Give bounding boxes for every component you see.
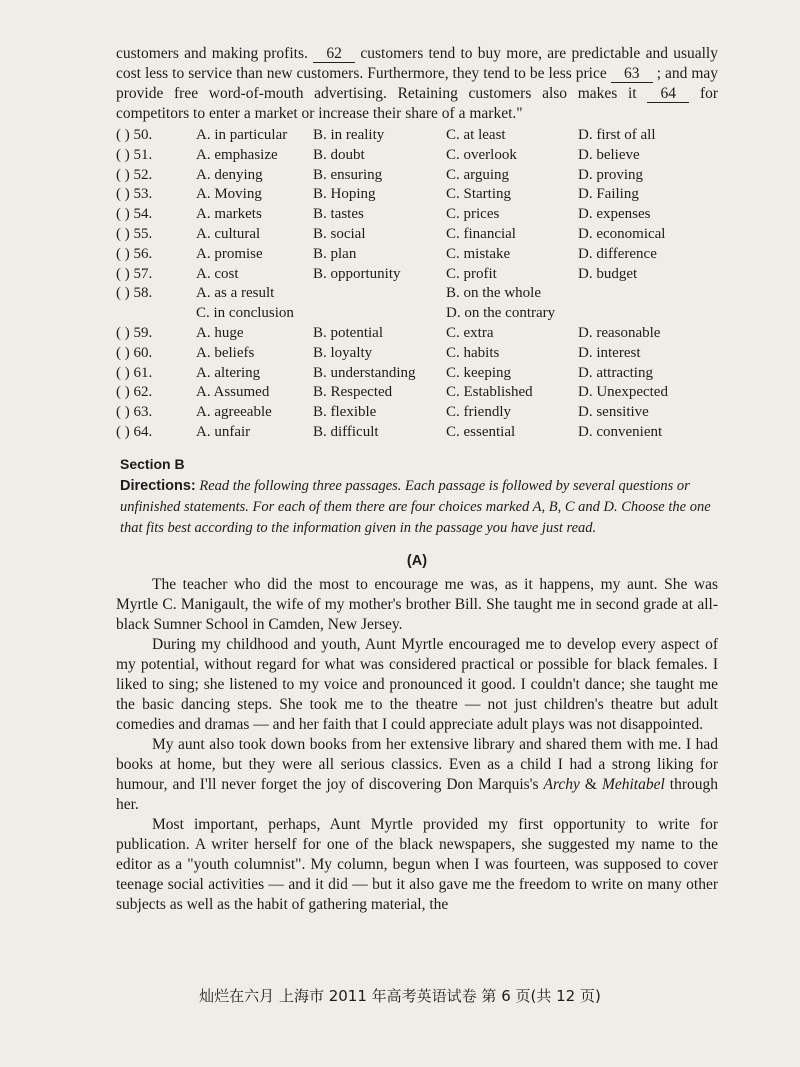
option-a: A. agreeable [196, 404, 272, 421]
option-a: A. cultural [196, 225, 261, 242]
passage-text: customers tend to buy more, are predictable and [360, 45, 668, 62]
option-b: B. understanding [313, 364, 416, 381]
option-b: B. in reality [313, 127, 385, 143]
option-b: B. Respected [313, 384, 393, 401]
passage-text: also makes it [542, 85, 637, 102]
question-number: ( ) 56. [116, 245, 153, 262]
option-c: C. prices [446, 206, 500, 223]
option-a: A. unfair [196, 423, 251, 440]
question-number: ( ) 63. [116, 404, 153, 421]
question-number: ( ) 50. [116, 127, 153, 143]
paragraph: During my childhood and youth, Aunt Myrtle encouraged me to develop every aspect of my potential, without regard for what was considered practical or possible for black females. I liked to sing; she listened to my voice and pronounced it good. I couldn't dance; she taught me the basic dancing steps. She took me to the theatre — not just children's theatre but adult comedies and dramas — and her faith that I could appreciate adult plays was not disappointed. [116, 635, 718, 733]
option-a: A. markets [196, 206, 262, 223]
option-d: D. on the contrary [446, 305, 556, 322]
option-b: B. tastes [313, 206, 364, 223]
option-d: D. convenient [578, 423, 663, 440]
paragraph [116, 735, 718, 815]
option-d: D. reasonable [578, 324, 661, 341]
option-d: D. believe [578, 146, 640, 163]
passage-text: for competitors to enter a market or increase their share of a [116, 85, 719, 122]
question-number: ( ) 57. [116, 265, 153, 282]
paragraph: The teacher who did the most to encourage me was, as it happens, my aunt. She was Myrtle C. Manigault, the wife of my mother's brother Bill. She taught me in second grade at all-black Sumner School in Camden, New Jersey. [116, 575, 718, 633]
section-heading: Section B [120, 455, 185, 472]
question-number: ( ) 55. [116, 225, 153, 242]
passage-text: customers and making profits. [116, 45, 308, 62]
option-a: A. Assumed [196, 384, 270, 401]
option-d: D. budget [578, 265, 638, 282]
option-c: C. friendly [446, 404, 511, 421]
question-row [116, 384, 718, 404]
question-number: ( ) 58. [116, 285, 153, 302]
question-number: ( ) 60. [116, 344, 153, 361]
option-d: D. first of all [578, 127, 656, 143]
question-row [116, 266, 718, 286]
cloze-passage-ending [116, 44, 718, 124]
paragraph: Most important, perhaps, Aunt Myrtle provided my first opportunity to write for publication. A writer herself for one of the black newspapers, she suggested my name to the editor as a "youth columnist". My column, begun when I was fourteen, was supposed to cover teenage social activities — and it did — but it also gave me the freedom to write on many other subjects as well as the habit of gathering material, the [116, 815, 718, 913]
option-c: C. essential [446, 423, 516, 440]
directions-text: Read the following three passages. Each passage is followed by several questions or unfinished statements. For each of them there are four choices marked A, B, C and D. Choose the one that fits best according to the information given in the passage you have just read. [120, 477, 711, 536]
page-footer: 灿烂在六月 上海市 2011 年高考英语试卷 第 6 页(共 12 页) [199, 987, 601, 1005]
blank-62: 62 [313, 46, 355, 63]
option-a: A. cost [196, 265, 239, 282]
option-c: C. overlook [446, 146, 517, 163]
option-c: C. at least [446, 127, 506, 143]
option-c: C. financial [446, 225, 516, 242]
question-number: ( ) 64. [116, 423, 153, 440]
paragraph-text: My aunt also took down books from her extensive library and shared them with me. I had books at home, but they were all serious classics. Even as a child I had a strong liking for humour, and I'll never forget the joy of discovering Don Marquis's [116, 735, 718, 793]
passage-a [116, 575, 718, 915]
option-b: B. plan [313, 245, 357, 262]
option-c: C. in conclusion [196, 305, 294, 322]
question-row [116, 424, 718, 444]
book-title: Archy [543, 775, 580, 793]
question-row [116, 186, 718, 206]
question-row [116, 404, 718, 424]
question-row [116, 147, 718, 167]
option-c: C. arguing [446, 166, 510, 183]
question-row [116, 226, 718, 246]
question-number: ( ) 59. [116, 324, 153, 341]
option-b: B. on the whole [446, 285, 541, 302]
option-c: C. habits [446, 344, 500, 361]
question-row [116, 127, 718, 147]
option-d: D. difference [578, 245, 657, 262]
question-number: ( ) 52. [116, 166, 153, 183]
option-a: A. emphasize [196, 146, 278, 163]
option-a: A. beliefs [196, 344, 255, 361]
option-a: A. as a result [196, 285, 275, 302]
option-b: B. difficult [313, 423, 379, 440]
question-row [116, 325, 718, 345]
option-c: C. Established [446, 384, 533, 401]
question-row [116, 246, 718, 266]
option-a: A. promise [196, 245, 263, 262]
question-row-continued [116, 305, 718, 325]
option-c: C. extra [446, 324, 494, 341]
passage-text: ; and may provide free word-of-mouth advertising. Retaining customers [116, 65, 719, 102]
option-b: B. loyalty [313, 344, 373, 361]
option-d: D. attracting [578, 364, 653, 381]
option-d: D. Failing [578, 186, 639, 203]
option-c: C. mistake [446, 245, 511, 262]
option-b: B. potential [313, 324, 383, 341]
option-a: A. huge [196, 324, 244, 341]
option-a: A. altering [196, 364, 261, 381]
book-title: Mehitabel [601, 775, 665, 793]
option-a: A. Moving [196, 186, 262, 203]
passage-text: price [575, 65, 607, 82]
paragraph-text: through her. [116, 775, 718, 813]
question-row [116, 285, 718, 305]
option-c: C. keeping [446, 364, 511, 381]
blank-63: 63 [611, 66, 653, 83]
option-d: D. economical [578, 225, 666, 242]
question-row [116, 365, 718, 385]
option-b: B. Hoping [313, 186, 376, 203]
option-b: B. opportunity [313, 265, 401, 282]
option-d: D. sensitive [578, 404, 649, 421]
directions-label: Directions: [120, 477, 196, 494]
question-number: ( ) 61. [116, 364, 153, 381]
option-b: B. social [313, 225, 366, 242]
question-number: ( ) 54. [116, 206, 153, 223]
option-a: A. denying [196, 166, 263, 183]
option-d: D. interest [578, 344, 641, 361]
option-c: C. profit [446, 265, 497, 282]
directions [120, 476, 718, 539]
option-d: D. expenses [578, 206, 651, 223]
question-number: ( ) 51. [116, 146, 153, 163]
question-row [116, 206, 718, 226]
question-number: ( ) 62. [116, 384, 153, 401]
question-row [116, 345, 718, 365]
option-b: B. flexible [313, 404, 377, 421]
option-c: C. Starting [446, 186, 512, 203]
passage-text: usually cost less to service than new customers. Furthermore, they tend to be less [116, 45, 718, 82]
passage-title: (A) [406, 552, 428, 569]
option-a: A. in particular [196, 127, 288, 143]
option-b: B. doubt [313, 146, 365, 163]
question-row [116, 167, 718, 187]
question-number: ( ) 53. [116, 186, 153, 203]
option-b: B. ensuring [313, 166, 383, 183]
ampersand: & [579, 775, 602, 793]
question-list [116, 127, 718, 444]
blank-64: 64 [647, 86, 689, 103]
option-d: D. Unexpected [578, 384, 668, 401]
passage-text: market." [469, 105, 523, 122]
option-d: D. proving [578, 166, 643, 183]
